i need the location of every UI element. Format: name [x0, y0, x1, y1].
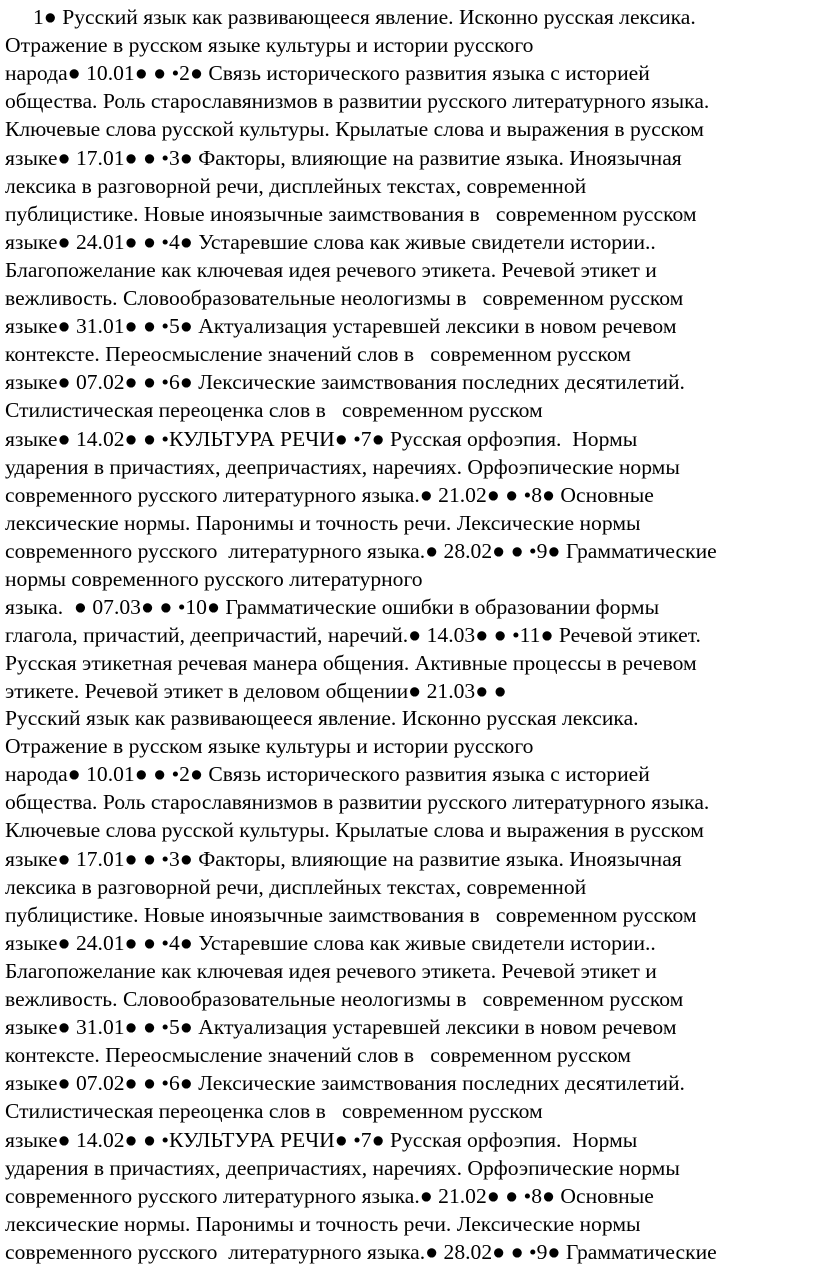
text-line: языка. ● 07.03● ● •10● Грамматические ошибки в образовании формы	[5, 595, 660, 620]
text-line: лексика в разговорной речи, дисплейных текстах, современной	[5, 874, 587, 899]
text-line: публицистике. Новые иноязычные заимствования в современном русском	[5, 201, 697, 226]
text-line: общества. Роль старославянизмов в развитии русского литературного языка.	[5, 790, 710, 815]
text-line: Русская этикетная речевая манера общения. Активные процессы в речевом	[5, 651, 697, 676]
text-line: глагола, причастий, деепричастий, наречий.● 14.03● ● •11● Речевой этикет.	[5, 623, 701, 648]
text-line: языке● 17.01● ● •3● Факторы, влияющие на развитие языка. Иноязычная	[5, 145, 682, 170]
text-line: контексте. Переосмысление значений слов в современном русском	[5, 342, 631, 367]
text-line: языке● 07.02● ● •6● Лексические заимствования последних десятилетий.	[5, 1071, 685, 1096]
text-line: языке● 17.01● ● •3● Факторы, влияющие на развитие языка. Иноязычная	[5, 846, 682, 871]
text-line: Стилистическая переоценка слов в современном русском	[5, 1099, 543, 1124]
text-line: Благопожелание как ключевая идея речевого этикета. Речевой этикет и	[5, 257, 657, 282]
text-line: нормы современного русского литературного	[5, 567, 423, 591]
text-line: народа● 10.01● ● •2● Связь исторического развития языка с историей	[5, 762, 650, 787]
text-line: ударения в причастиях, деепричастиях, наречиях. Орфоэпические нормы	[5, 1155, 680, 1180]
text-line: языке● 31.01● ● •5● Актуализация устаревшей лексики в новом речевом	[5, 1015, 677, 1040]
text-line: современного русского литературного языка.● 21.02● ● •8● Основные	[5, 1183, 654, 1208]
text-line: лексические нормы. Паронимы и точность речи. Лексические нормы	[5, 1211, 641, 1236]
text-line: языке● 14.02● ● •КУЛЬТУРА РЕЧИ● •7● Русская орфоэпия. Нормы	[5, 426, 638, 451]
text-line: современного русского литературного языка.● 28.02● ● •9● Грамматические	[5, 1239, 717, 1264]
text-line: этикете. Речевой этикет в деловом общении● 21.03● ●	[5, 679, 507, 704]
text-line: 1● Русский язык как развивающееся явление. Исконно русская лексика.	[33, 5, 696, 29]
text-line: публицистике. Новые иноязычные заимствования в современном русском	[5, 902, 697, 927]
text-line: контексте. Переосмысление значений слов в современном русском	[5, 1043, 631, 1068]
text-line: языке● 24.01● ● •4● Устаревшие слова как живые свидетели истории..	[5, 930, 656, 955]
text-line: современного русского литературного языка.● 21.02● ● •8● Основные	[5, 482, 654, 507]
text-line: Ключевые слова русской культуры. Крылатые слова и выражения в русском	[5, 117, 704, 142]
text-line: Благопожелание как ключевая идея речевого этикета. Речевой этикет и	[5, 958, 657, 983]
text-line: общества. Роль старославянизмов в развитии русского литературного языка.	[5, 89, 710, 114]
text-line: вежливость. Словообразовательные неологизмы в современном русском	[5, 987, 684, 1011]
text-line: Русский язык как развивающееся явление. Исконно русская лексика.	[5, 706, 639, 730]
text-line: вежливость. Словообразовательные неологизмы в современном русском	[5, 286, 684, 310]
text-line: языке● 31.01● ● •5● Актуализация устаревшей лексики в новом речевом	[5, 314, 677, 339]
text-line: Ключевые слова русской культуры. Крылатые слова и выражения в русском	[5, 818, 704, 843]
text-line: Отражение в русском языке культуры и истории русского	[5, 33, 534, 58]
text-line: языке● 24.01● ● •4● Устаревшие слова как живые свидетели истории..	[5, 229, 656, 254]
text-line: лексические нормы. Паронимы и точность речи. Лексические нормы	[5, 510, 641, 535]
text-line: народа● 10.01● ● •2● Связь исторического развития языка с историей	[5, 61, 650, 86]
text-line: языке● 07.02● ● •6● Лексические заимствования последних десятилетий.	[5, 370, 685, 395]
text-line: Стилистическая переоценка слов в современном русском	[5, 398, 543, 423]
text-line: лексика в разговорной речи, дисплейных текстах, современной	[5, 173, 587, 198]
text-line: современного русского литературного языка.● 28.02● ● •9● Грамматические	[5, 538, 717, 563]
text-line: языке● 14.02● ● •КУЛЬТУРА РЕЧИ● •7● Русская орфоэпия. Нормы	[5, 1127, 638, 1152]
text-line: ударения в причастиях, деепричастиях, наречиях. Орфоэпические нормы	[5, 454, 680, 479]
text-line: Отражение в русском языке культуры и истории русского	[5, 734, 534, 759]
